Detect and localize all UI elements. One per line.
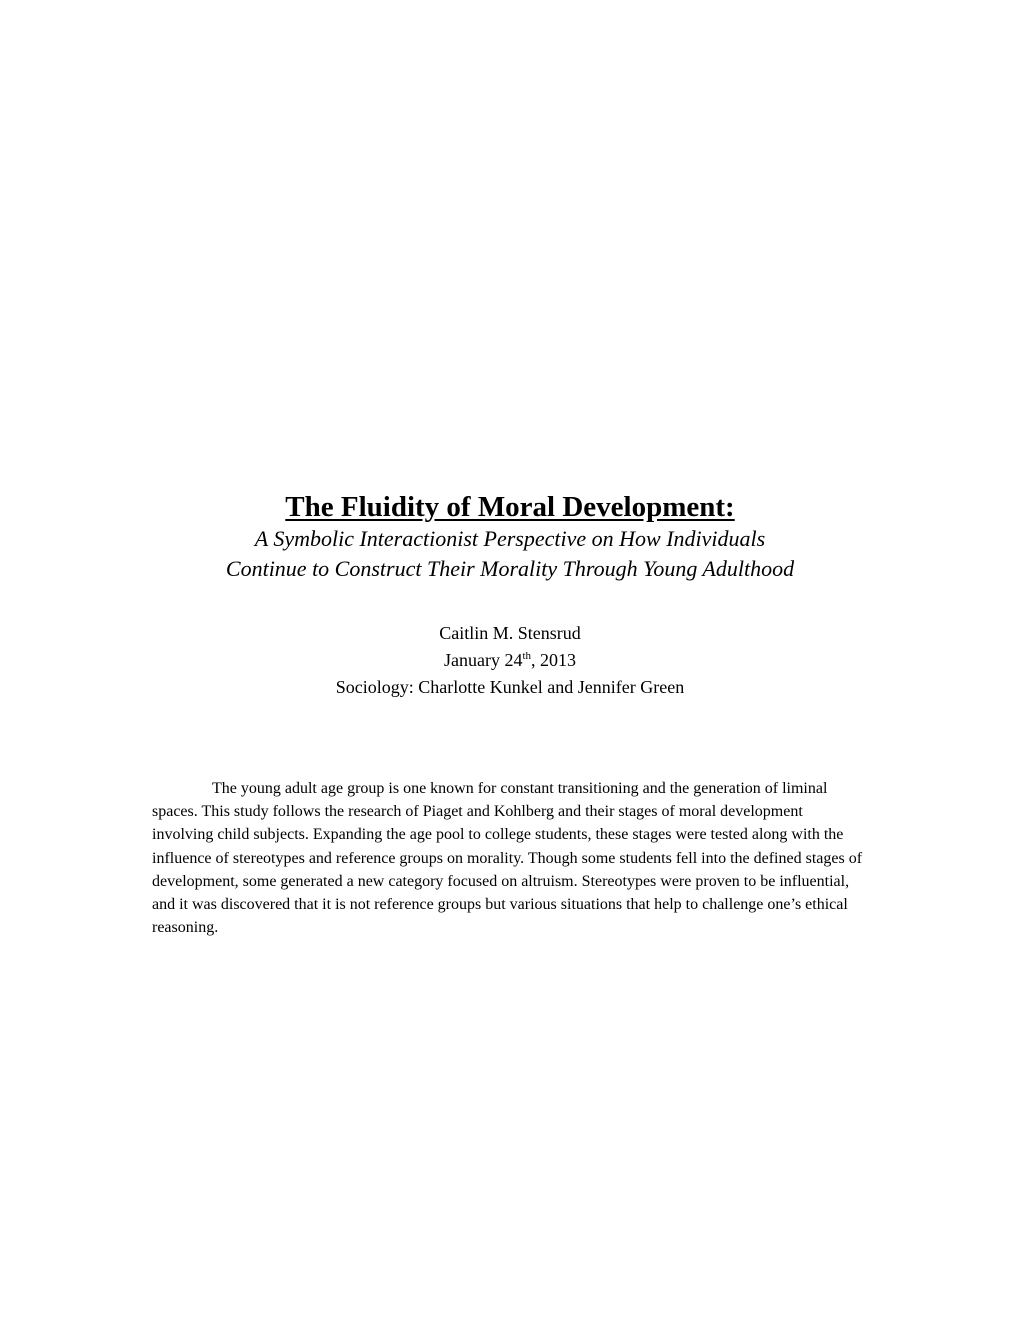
date-year: , 2013	[531, 650, 577, 670]
paper-date	[0, 647, 1020, 674]
department-advisors: Sociology: Charlotte Kunkel and Jennifer Green	[335, 677, 685, 697]
paper-subtitle-line-2: Continue to Construct Their Morality Through Young Adulthood	[225, 556, 795, 581]
author-name: Caitlin M. Stensrud	[439, 623, 581, 643]
paper-title: The Fluidity of Moral Development:	[285, 491, 735, 523]
abstract-paragraph: The young adult age group is one known for constant transitioning and the generation of liminal spaces. This study follows the research of Piaget and Kohlberg and their stages of moral development involving child subjects. Expanding the age pool to college students, these stages were tested along with the influence of stereotypes and reference groups on morality. Though some students fell into the defined stages of development, some generated a new category focused on altruism. Stereotypes were proven to be influential, and it was discovered that it is not reference groups but various situations that help to challenge one’s ethical reasoning.	[152, 780, 863, 937]
date-ordinal-suffix: th	[522, 650, 532, 662]
date-prefix: January 24	[443, 650, 523, 670]
title-block	[0, 490, 1020, 584]
paper-subtitle-line-1: A Symbolic Interactionist Perspective on How Individuals	[254, 526, 766, 551]
byline	[0, 620, 1020, 701]
